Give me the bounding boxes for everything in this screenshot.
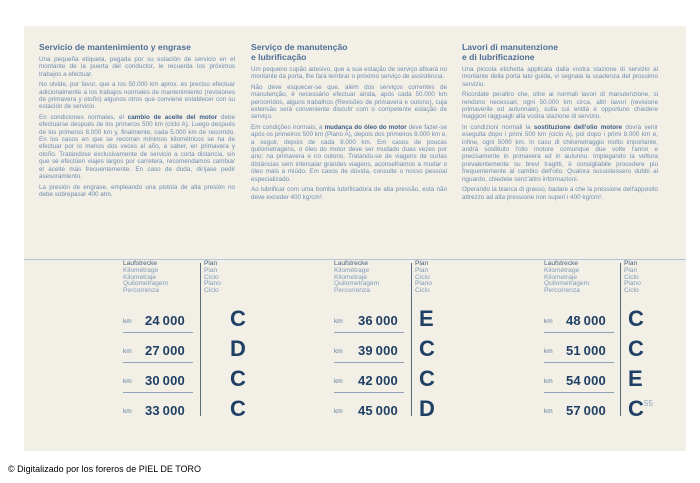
row-separator: [123, 332, 193, 333]
manual-page: [24, 26, 686, 451]
paragraph: Em condições normais, a mudança do óleo do motor deve fazer-se após os primeiros 500 km (Plano A), depois dos primeiros 8.000 km e, a seguir, depois de cada 8.000 km. Em casos de poucas quilometragens, o óleo do motor deve ser mudado duas vezes por ano: na primavera e no outono. Tratando-se de viagens de curtas distâncias sem intercalar grandes viagens, aconselhamos a mudar o óleo mais a miúdo. Em casos de dúvida, consulte o nosso pessoal especializado.: [251, 123, 447, 183]
table-header: [123, 260, 263, 304]
mileage-value: 33 000: [145, 403, 185, 418]
plan-code: C: [628, 336, 644, 361]
paragraph: In condizioni normali la sostituzione dell'olio motore dovrà venir eseguita dopo i primi 500 km (ciclo A), poi dopo i primi 8.000 km e, infine, ogni 5000 km. In caso di chilometraggio molto importante, andrà sostituito l'olio motore comunque due volte l'anno e precisamente in primavera ed in autunno. Impiegando la vettura prevalentemente su brevi tragitti, è consigliabile procedere più frequentemente al cambio dell'olio. Qualora sussistessero dubbi al riguardo, chiedete senz'altro informazioni.: [462, 123, 658, 183]
paragraph: Não deve esquecer-se que, além dos serviços correntes de manutenção, é necessário efectuar ainda, após cada 50.000 km percorridos, alguns trabalhos (Revisões de primavera e outono), cuja extensão será conveniente discutir com o competente estação de serviço.: [251, 83, 447, 121]
plan-code: C: [230, 306, 246, 331]
paragraph: Operando la bianca di grasso, badare a che la pressione dell'apposito attrezzo ad alta pressione non superi i 400 kg/cm².: [462, 186, 658, 201]
mileage-value: 51 000: [566, 343, 606, 358]
text-column-portuguese: [251, 42, 447, 204]
km-unit: km: [334, 318, 343, 325]
paragraph: No olvide, por favor, que a los 50.000 km aprox. es preciso efectuar adicionalmente a los trabajos normales de mantenimiento (revisiones de primavera y otoño) algunos otros que conviene establecer con su estación de servicio.: [39, 81, 235, 111]
mileage-value: 36 000: [358, 313, 398, 328]
table-row: [123, 334, 263, 364]
km-unit: km: [123, 348, 132, 355]
mileage-value: 27 000: [145, 343, 185, 358]
text-column-spanish: [39, 42, 235, 201]
table-header: [544, 260, 684, 304]
plan-code: E: [419, 306, 434, 331]
row-separator: [123, 392, 193, 393]
text-column-italian: [462, 42, 658, 204]
distance-labels: Laufstrecke Kilométrage Kilometraje Quilometragem Percorrenza: [334, 260, 380, 295]
paragraph: Una piccola etichetta applicata dalla vostra stazione di servizio al montante della porta lato guida, vi segnala la scadenza del prossimo servizio.: [462, 66, 658, 88]
table-row: [544, 364, 684, 394]
km-unit: km: [544, 378, 553, 385]
km-unit: km: [544, 408, 553, 415]
plan-labels: Plan Plan Ciclo Plano Ciclo: [624, 260, 641, 295]
table-row: [544, 394, 684, 424]
table-header: [334, 260, 474, 304]
row-separator: [123, 362, 193, 363]
table-row: [334, 364, 474, 394]
mileage-value: 30 000: [145, 373, 185, 388]
row-separator: [544, 392, 614, 393]
row-separator: [334, 332, 404, 333]
table-row: [334, 334, 474, 364]
row-separator: [544, 332, 614, 333]
row-separator: [544, 362, 614, 363]
km-unit: km: [123, 408, 132, 415]
paragraph: Una pequeña etiqueta, pegada por su estación de servicio en el montante de la puerta del conductor, le recuerda los próximos trabajos a efectuar.: [39, 56, 235, 78]
km-unit: km: [334, 378, 343, 385]
plan-code: D: [419, 396, 435, 421]
paragraph: En condiciones normales, el cambio de aceite del motor debe efectuarse después de los primeros 500 km (ciclo A). Luego después de los primeros 8.000 km y, finalmente, cada 5.000 km de recorrido. En los casos en que se recorran mínimos kilométricos se ha de efectuar por lo menos dos veces al año, a saber, en primavera y otoño. Tratándose exclusivamente de servicio a corta distancia, sin que se efectúen viajes largos por carretera, recomendamos cambiar el aceite más frecuentemente. En caso de duda, diríjase pedir asesoramiento.: [39, 113, 235, 181]
mileage-value: 45 000: [358, 403, 398, 418]
distance-labels: Laufstrecke Kilométrage Kilometraje Quilometragem Percorrenza: [544, 260, 590, 295]
mileage-value: 48 000: [566, 313, 606, 328]
table-row: [123, 364, 263, 394]
table-row: [123, 394, 263, 424]
plan-code: C: [628, 306, 644, 331]
plan-code: C: [628, 396, 644, 421]
maintenance-table-1: [123, 260, 263, 424]
mileage-value: 54 000: [566, 373, 606, 388]
plan-labels: Plan Plan Ciclo Plano Ciclo: [204, 260, 221, 295]
paragraph: La presión de engrase, empleando una pistola de alta presión no debe sobrepasar 400 atm.: [39, 183, 235, 198]
plan-labels: Plan Plan Ciclo Plano Ciclo: [415, 260, 432, 295]
credit-line: © Digitalizado por los foreros de PIEL DE TORO: [8, 464, 202, 474]
maintenance-table-3: [544, 260, 684, 424]
paragraph: Ao lubrificar com uma bomba lubrificadora de alta pressão, esta não deve exceder 400 kg/cm².: [251, 186, 447, 201]
km-unit: km: [544, 318, 553, 325]
mileage-value: 24 000: [145, 313, 185, 328]
plan-code: E: [628, 366, 643, 391]
table-row: [544, 334, 684, 364]
km-unit: km: [123, 318, 132, 325]
maintenance-table-2: [334, 260, 474, 424]
page-number: 55: [644, 399, 653, 408]
paragraph: Ricordate peraltro che, oltre ai normali lavori di manutenzione, si rendono necessari, ogni 50.000 km circa, altri lavori (revisione primaverile ed autunnale), sulla cui entità è opportuno chiedere maggiori ragguagli alla vostra stazione di servizio.: [462, 91, 658, 121]
distance-labels: Laufstrecke Kilométrage Kilometraje Quilometragem Percorrenza: [123, 260, 169, 295]
table-row: [334, 394, 474, 424]
plan-code: C: [419, 366, 435, 391]
row-separator: [334, 392, 404, 393]
plan-code: D: [230, 336, 246, 361]
mileage-value: 57 000: [566, 403, 606, 418]
mileage-value: 39 000: [358, 343, 398, 358]
column-title: Lavori di manutenzione e di lubrificazione: [462, 42, 558, 62]
km-unit: km: [123, 378, 132, 385]
km-unit: km: [334, 408, 343, 415]
mileage-value: 42 000: [358, 373, 398, 388]
column-title: Serviço de manutenção e lubrificação: [251, 42, 348, 62]
column-title: Servicio de mantenimiento y engrase: [39, 42, 191, 52]
table-row: [544, 304, 684, 334]
paragraph: Um pequeno cupão adesivo, que a sua estação de serviço afixará no montante da porta, lhe fará lembrar o próximo serviço de assistência.: [251, 66, 447, 81]
km-unit: km: [334, 348, 343, 355]
table-row: [334, 304, 474, 334]
plan-code: C: [230, 396, 246, 421]
row-separator: [334, 362, 404, 363]
plan-code: C: [230, 366, 246, 391]
plan-code: C: [419, 336, 435, 361]
table-row: [123, 304, 263, 334]
km-unit: km: [544, 348, 553, 355]
